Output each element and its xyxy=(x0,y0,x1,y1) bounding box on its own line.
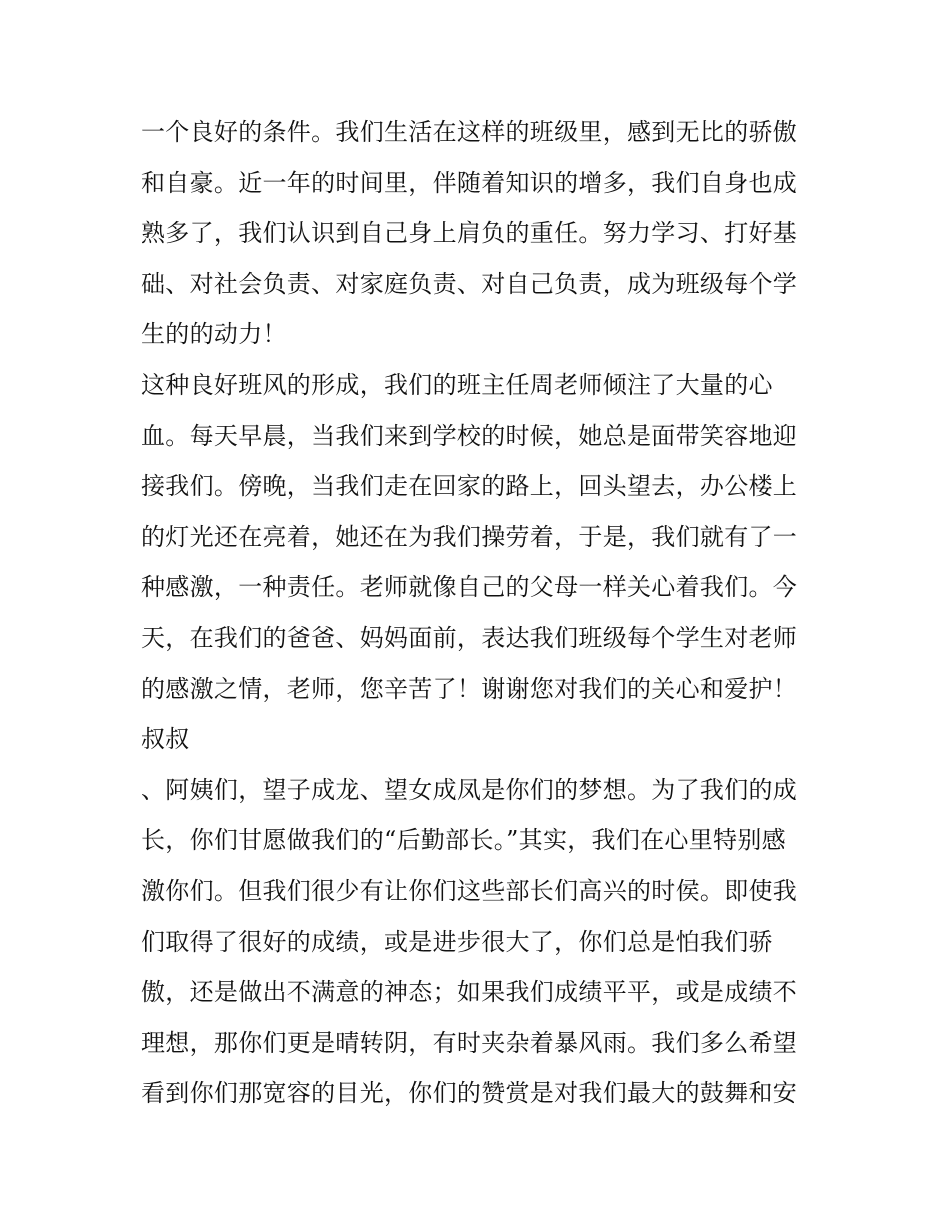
text-line: 熟多了，我们认识到自己身上肩负的重任。努力学习、打好基 xyxy=(141,219,798,248)
text-line: 这种良好班风的形成，我们的班主任周老师倾注了大量的心 xyxy=(141,370,773,399)
text-line: 傲，还是做出不满意的神态；如果我们成绩平平，或是成绩不 xyxy=(141,978,798,1007)
text-line: 的灯光还在亮着，她还在为我们操劳着，于是，我们就有了一 xyxy=(141,522,798,551)
text-line: 们取得了很好的成绩，或是进步很大了，你们总是怕我们骄 xyxy=(141,927,773,956)
text-line: 看到你们那宽容的目光，你们的赞赏是对我们最大的鼓舞和安 xyxy=(141,1079,798,1108)
text-line: 激你们。但我们很少有让你们这些部长们高兴的时侯。即使我 xyxy=(141,876,798,905)
text-line: 接我们。傍晚，当我们走在回家的路上，回头望去，办公楼上 xyxy=(141,472,798,501)
text-line: 长，你们甘愿做我们的“后勤部长。”其实，我们在心里特别感 xyxy=(141,826,786,855)
text-line: 一个良好的条件。我们生活在这样的班级里，感到无比的骄傲 xyxy=(141,118,798,146)
text-line: 理想，那你们更是晴转阴，有时夹杂着暴风雨。我们多么希望 xyxy=(141,1028,798,1057)
text-line: 血。每天早晨，当我们来到学校的时候，她总是面带笑容地迎 xyxy=(141,421,798,450)
body-text xyxy=(141,107,821,1119)
text-line: 的感激之情，老师，您辛苦了！谢谢您对我们的关心和爱护！ xyxy=(141,674,798,703)
text-line: 天，在我们的爸爸、妈妈面前，表达我们班级每个学生对老师 xyxy=(141,623,798,652)
text-line: 种感激，一种责任。老师就像自己的父母一样关心着我们。今 xyxy=(141,573,798,602)
text-line: 础、对社会负责、对家庭负责、对自己负责，成为班级每个学 xyxy=(141,269,798,298)
text-line: 、阿姨们，望子成龙、望女成凤是你们的梦想。为了我们的成 xyxy=(141,775,798,804)
text-line: 和自豪。近一年的时间里，伴随着知识的增多，我们自身也成 xyxy=(141,168,798,197)
text-line: 叔叔 xyxy=(141,725,190,754)
text-line: 生的的动力！ xyxy=(141,320,287,349)
